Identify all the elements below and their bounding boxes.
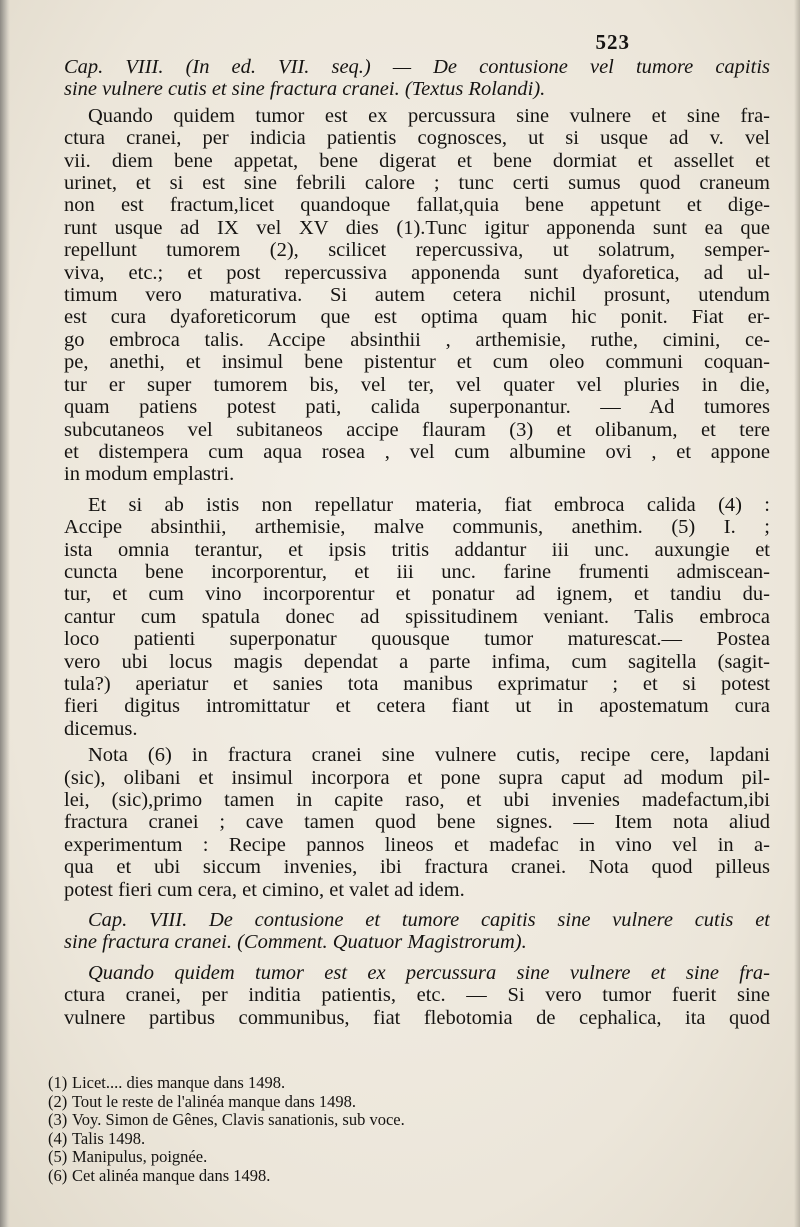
- text-line: Cap. VIII. (In ed. VII. seq.) — De contusione vel tumore capitis: [64, 56, 770, 78]
- text-line: cantur cum spatula donec ad spissitudinem veniant. Talis embroca: [64, 605, 770, 628]
- text-line: Accipe absinthii, arthemisie, malve communis, anethim. (5) I. ;: [64, 516, 770, 539]
- text-line: est cura dyaforeticorum que est optima quam hic ponit. Fiat er-: [64, 306, 770, 329]
- footnote: [48, 1130, 648, 1149]
- text-line: ista omnia terantur, et ipsis tritis addantur iii unc. auxungie et: [64, 538, 770, 561]
- text-line: vulnere partibus communibus, fiat flebotomia de cephalica, ita quod: [64, 1006, 770, 1029]
- text-line: ctura cranei, per indicia patientis cognosces, ut si usque ad v. vel: [64, 127, 770, 150]
- text-line: runt usque ad IX vel XV dies (1).Tunc igitur apponenda sunt ea que: [64, 216, 770, 239]
- footnote-text: Cet alinéa manque dans 1498.: [72, 1165, 271, 1185]
- text-line: non est fractum,licet quandoque fallat,quia bene appetunt et dige-: [64, 194, 770, 217]
- footnote-number: (4): [48, 1128, 68, 1148]
- footnote: [48, 1167, 648, 1186]
- footnote-number: (1): [48, 1073, 68, 1092]
- text-line: urinet, et si est sine febrili calore ; tunc certi sumus quod craneum: [64, 172, 770, 195]
- text-line: fractura cranei ; cave tamen quod bene signes. — Item nota aliud: [64, 811, 770, 834]
- text-line: Nota (6) in fractura cranei sine vulnere cutis, recipe cere, lapdani: [88, 744, 770, 767]
- footnote: [48, 1074, 648, 1093]
- text-line: lei, (sic),primo tamen in capite raso, et ubi invenies madefactum,ibi: [64, 789, 770, 811]
- paragraph-spacer: [64, 486, 770, 494]
- footnote-text: Tout le reste de l'alinéa manque dans 1498.: [72, 1091, 357, 1111]
- text-line: tur, et cum vino incorporentur et ponatur ad ignem, et tandiu du-: [64, 583, 770, 606]
- text-line: in modum emplastri.: [64, 463, 235, 486]
- text-line: viva, etc.; et post repercussiva apponenda sunt dyaforetica, ad ul-: [64, 261, 770, 284]
- paragraph-spacer: [64, 954, 770, 962]
- footnote-text: Talis 1498.: [72, 1128, 146, 1148]
- text-line: ctura cranei, per inditia patientis, etc. — Si vero tumor fuerit sine: [64, 984, 770, 1007]
- text-line: fieri digitus intromittatur et cetera fiant ut in apostematum cura: [64, 695, 770, 718]
- text-line: repellunt tumorem (2), scilicet repercussiva, ut solatrum, semper-: [64, 239, 770, 262]
- text-line: potest fieri cum cera, et cimino, et valet ad idem.: [64, 878, 465, 901]
- footnote-number: (3): [48, 1110, 68, 1130]
- text-line: dicemus.: [64, 717, 138, 740]
- text-line: tur er super tumorem bis, vel ter, vel quater vel pluries in die,: [64, 373, 770, 396]
- footnote-text: Voy. Simon de Gênes, Clavis sanationis, sub voce.: [72, 1110, 405, 1130]
- text-line: sine fractura cranei. (Comment. Quatuor Magistrorum).: [64, 931, 527, 954]
- footnote-text: Manipulus, poignée.: [72, 1147, 208, 1167]
- text-line: subcutaneos vel subitaneos accipe flauram (3) et olibanum, et tere: [64, 418, 770, 441]
- text-line: sine vulnere cutis et sine fractura cranei. (Textus Rolandi).: [64, 78, 546, 101]
- text-line: timum vero maturativa. Si autem cetera nichil prosunt, utendum: [64, 284, 770, 307]
- page-right-edge-shadow: [794, 0, 800, 1227]
- text-line: vii. diem bene appetat, bene digerat et bene dormiat et assellet et: [64, 149, 770, 172]
- text-line: Quando quidem tumor est ex percussura sine vulnere et sine fra-: [88, 961, 770, 984]
- text-line: tula?) aperiatur et sanies tota manibus exprimatur ; et si potest: [64, 672, 770, 695]
- text-line: loco patienti superponatur quousque tumor maturescat.— Postea: [64, 628, 770, 651]
- text-line: go embroca talis. Accipe absinthii , arthemisie, ruthe, cimini, ce-: [64, 328, 770, 351]
- footnote: [48, 1093, 648, 1112]
- text-line: (sic), olibani et insimul incorpora et pone supra caput ad modum pil-: [64, 766, 770, 789]
- text-line: quam patiens potest pati, calida superponantur. — Ad tumores: [64, 396, 770, 419]
- body-text: [64, 56, 770, 1029]
- text-line: experimentum : Recipe pannos lineos et madefac in vino vel in a-: [64, 833, 770, 856]
- text-line: vero ubi locus magis dependat a parte infima, cum sagitella (sagit-: [64, 650, 770, 673]
- footnote-number: (5): [48, 1147, 68, 1167]
- text-line: Et si ab istis non repellatur materia, fiat embroca calida (4) :: [88, 493, 770, 516]
- footnotes: [48, 1074, 648, 1186]
- text-line: et distempera cum aqua rosea , vel cum albumine ovi , et appone: [64, 440, 770, 463]
- text-line: pe, anethi, et insimul bene pistentur et cum oleo communi coquan-: [64, 351, 770, 374]
- text-line: Cap. VIII. De contusione et tumore capitis sine vulnere cutis et: [88, 909, 770, 932]
- text-line: qua et ubi siccum invenies, ibi fractura cranei. Nota quod pilleus: [64, 856, 770, 879]
- footnote-number: (2): [48, 1091, 68, 1111]
- page-number: 523: [595, 30, 630, 54]
- text-line: Quando quidem tumor est ex percussura sine vulnere et sine fra-: [88, 104, 770, 127]
- paragraph-spacer: [64, 901, 770, 909]
- page-left-edge-shadow: [0, 0, 10, 1227]
- footnote-number: (6): [48, 1165, 68, 1185]
- footnote-text: Licet.... dies manque dans 1498.: [72, 1073, 286, 1092]
- footnote: [48, 1111, 648, 1130]
- text-line: cuncta bene incorporentur, et iii unc. farine frumenti admiscean-: [64, 560, 770, 583]
- footnote: [48, 1148, 648, 1167]
